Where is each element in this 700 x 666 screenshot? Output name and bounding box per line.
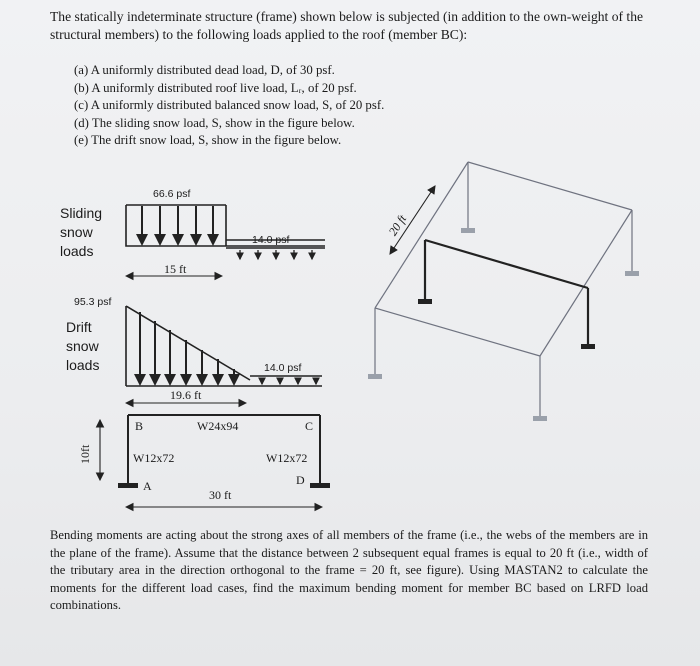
load-item-b: (b) A uniformly distributed roof live load, Lᵣ, of 20 psf. xyxy=(74,80,357,95)
drift-peak-label: 95.3 psf xyxy=(74,296,112,308)
intro-paragraph: The statically indeterminate structure (frame) shown below is subjected (in addition to the own-weight of the structural members) to the following loads applied to the roof (member BC): xyxy=(50,9,644,42)
node-a-label: A xyxy=(143,479,152,493)
sliding-base-label: 14.0 psf xyxy=(252,234,290,246)
support-d xyxy=(310,483,330,488)
sliding-peak-label: 66.6 psf xyxy=(153,188,191,200)
isometric-frames xyxy=(368,162,639,421)
node-c-label: C xyxy=(305,419,314,433)
drift-title-2: snow xyxy=(66,338,99,354)
drift-base-label: 14.0 psf xyxy=(264,362,302,374)
drift-length-label: 19.6 ft xyxy=(170,388,202,402)
sliding-title-2: snow xyxy=(60,224,93,240)
drift-title-3: loads xyxy=(66,357,100,373)
height-label: 10ft xyxy=(78,444,92,464)
frame-spacing-label: 20 ft xyxy=(385,212,410,239)
node-b-label: B xyxy=(135,419,144,433)
sliding-load-diagram xyxy=(126,205,325,276)
span-label: 30 ft xyxy=(209,488,232,502)
node-d-label: D xyxy=(296,473,305,487)
sliding-title-3: loads xyxy=(60,243,94,259)
beam-section-label: W24x94 xyxy=(197,419,239,433)
load-item-a: (a) A uniformly distributed dead load, D, of 30 psf. xyxy=(74,63,335,77)
drift-title-1: Drift xyxy=(66,319,92,335)
sliding-title-1: Sliding xyxy=(60,205,103,221)
load-item-c: (c) A uniformly distributed balanced snow load, S, of 20 psf. xyxy=(74,98,385,113)
support-a xyxy=(118,483,138,488)
bottom-paragraph: Bending moments are acting about the strong axes of all members of the frame (i.e., the webs of the members are in the plane of the frame). Assume that the distance between 2 subsequent equal frames is equal to 20 ft (i.e., width of the tributary area in the direction orthogonal to the frame = 20 ft, see figure). Using MASTAN2 to calculate the moments for the different load cases, find the maximum bending moment for member BC based on LRFD load combinations. xyxy=(50,528,648,613)
load-item-e: (e) The drift snow load, S, show in the figure below. xyxy=(74,133,342,148)
sliding-length-label: 15 ft xyxy=(164,262,187,276)
drift-load-diagram xyxy=(126,306,322,403)
load-item-d: (d) The sliding snow load, S, show in the figure below. xyxy=(74,115,355,130)
left-column-section-label: W12x72 xyxy=(133,451,175,465)
right-column-section-label: W12x72 xyxy=(266,451,308,465)
